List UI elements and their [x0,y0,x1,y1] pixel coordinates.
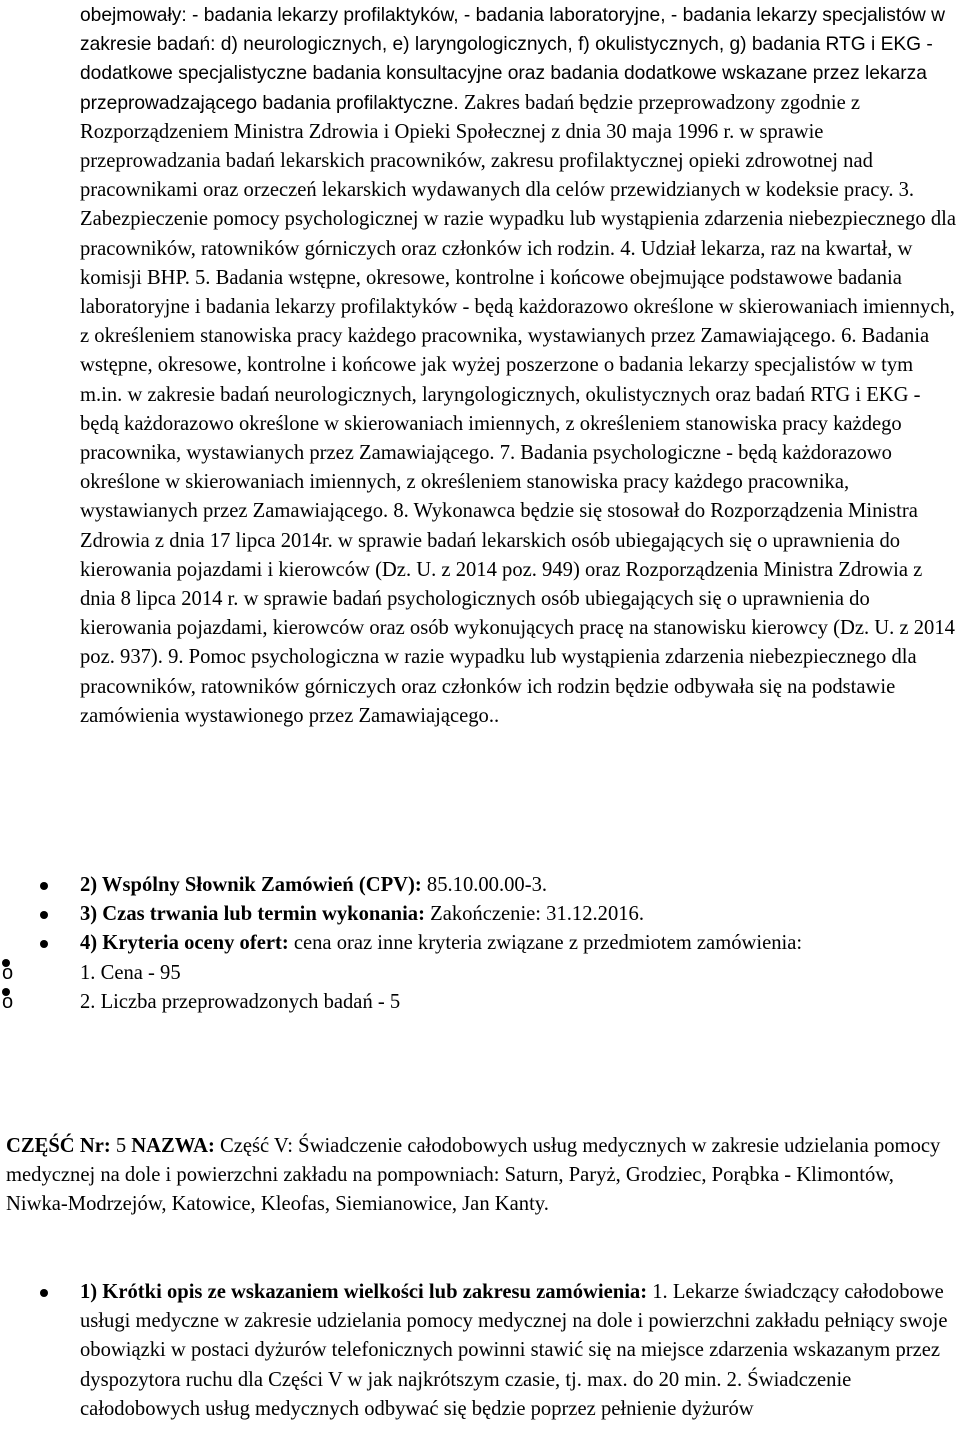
sans-text-run: obejmowały: - badania lekarzy profilaktyków, - badania laboratoryjne, - badania lekarzy specjalistów w zakresie badań: d) neurologicznych, e) laryngologicznych, f) okulistycznych, g) badania RTG i EKG - dodatkowe specjalistyczne badania konsultacyjne oraz badania dodatkowe wskazane przez lekarza przeprowadzającego badania profilaktyczne. [80,5,945,114]
item-label: 4) Kryteria oceny ofert: [80,932,289,955]
item-value: cena oraz inne kryteria związane z przedmiotem zamówienia: [288,932,803,955]
part-label-nr: Nr: [74,1135,116,1157]
list-item [80,900,960,929]
part-description: Część V: Świadczenie całodobowych usług medycznych w zakresie udzielania pomocy medycznej na dole i powierzchni zakładu na pompowniach: Saturn, Paryż, Grodziec, Porąbka - Klimontów, Niwka-Modrzejów, Katowice, Kleofas, Siemianowice, Jan Kanty. [6,1135,941,1216]
item-label: 3) Czas trwania lub termin wykonania: [80,903,425,926]
item-value: Zakończenie: 31.12.2016. [424,903,644,926]
part5-heading [6,1132,960,1220]
list-item [80,929,960,1017]
list-item [80,1278,960,1424]
continuation-paragraph [80,1,960,731]
part-number: 5 [115,1135,127,1157]
part-label: CZĘŚĆ [6,1135,75,1157]
item-label: 1) Krótki opis ze wskazaniem wielkości lub zakresu zamówienia: [80,1281,648,1303]
serif-text-run: Zakres badań będzie przeprowadzony zgodnie z Rozporządzeniem Ministra Zdrowia i Opieki Społecznej z dnia 30 maja 1996 r. w sprawie przeprowadzania badań lekarskich pracowników, zakresu profilaktycznej opieki zdrowotnej nad pracownikami oraz orzeczeń lekarskich wydawanych dla celów przewidzianych w kodeksie pracy. 3. Zabezpieczenie pomocy psychologicznej w razie wypadku lub wystąpienia zdarzenia niebezpiecznego dla pracowników, ratowników górniczych oraz członków ich rodzin. 4. Udział lekarza, raz na kwartał, w komisji BHP. 5. Badania wstępne, okresowe, kontrolne i końcowe obejmujące podstawowe badania laboratoryjne i badania lekarzy profilaktyków - będą każdorazowo określone w skierowaniach imiennych, z określeniem stanowiska pracy każdego pracownika, wystawianych przez Zamawiającego. 6. Badania wstępne, okresowe, kontrolne i końcowe jak wyżej poszerzone o badania lekarzy specjalistów w tym m.in. w zakresie badań neurologicznych, laryngologicznych, okulistycznych oraz badań RTG i EKG - będą każdorazowo określone w skierowaniach imiennych, z określeniem stanowiska pracy każdego pracownika, wystawianych przez Zamawiającego. 7. Badania psychologiczne - będą każdorazowo określone w skierowaniach imiennych, z określeniem stanowiska pracy każdego pracownika, wystawianych przez Zamawiającego. 8. Wykonawca będzie się stosował do Rozporządzenia Ministra Zdrowia z dnia 17 lipca 2014r. w sprawie badań lekarskich osób ubiegających się o uprawnienia do kierowania pojazdami i kierowców (Dz. U. z 2014 poz. 949) oraz Rozporządzenia Ministra Zdrowia z dnia 8 lipca 2014 r. w sprawie badań psychologicznych osób ubiegających się o uprawnienia do kierowania pojazdami, kierowców oraz osób wykonujących pracę na stanowisku kierowcy (Dz. U. z 2014 poz. 937). 9. Pomoc psychologiczna w razie wypadku lub wystąpienia zdarzenia niebezpiecznego dla pracowników, ratowników górniczych oraz członków ich rodzin będzie odbywała się na podstawie zamówienia wystawionego przez Zamawiającego.. [80,91,956,727]
item-value: 85.10.00.00-3. [421,874,548,896]
item-value: 1. Lekarze świadczący całodobowe usługi medyczne w zakresie udzielania pomocy medycznej na dole i powierzchni zakładu pełniący swoje obowiązki w postaci dyżurów telefonicznych powinni stawić się na miejsce zdarzenia wskazanym przez dyspozytora ruchu dla Części V w jak najkrótszym czasie, tj. max. do 20 min. 2. Świadczenie całodobowych usług medycznych odbywać się będzie poprzez pełnienie dyżurów [80,1281,948,1420]
criteria-item: o 2. Liczba przeprowadzonych badań - 5 [80,988,960,1017]
list-item [80,871,960,900]
specification-list [80,871,960,1017]
part5-list [80,1278,960,1424]
criteria-item: o 1. Cena - 95 [80,959,960,988]
item-label: 2) Wspólny Słownik Zamówień (CPV): [80,874,422,896]
part-name-label: NAZWA: [126,1135,215,1157]
